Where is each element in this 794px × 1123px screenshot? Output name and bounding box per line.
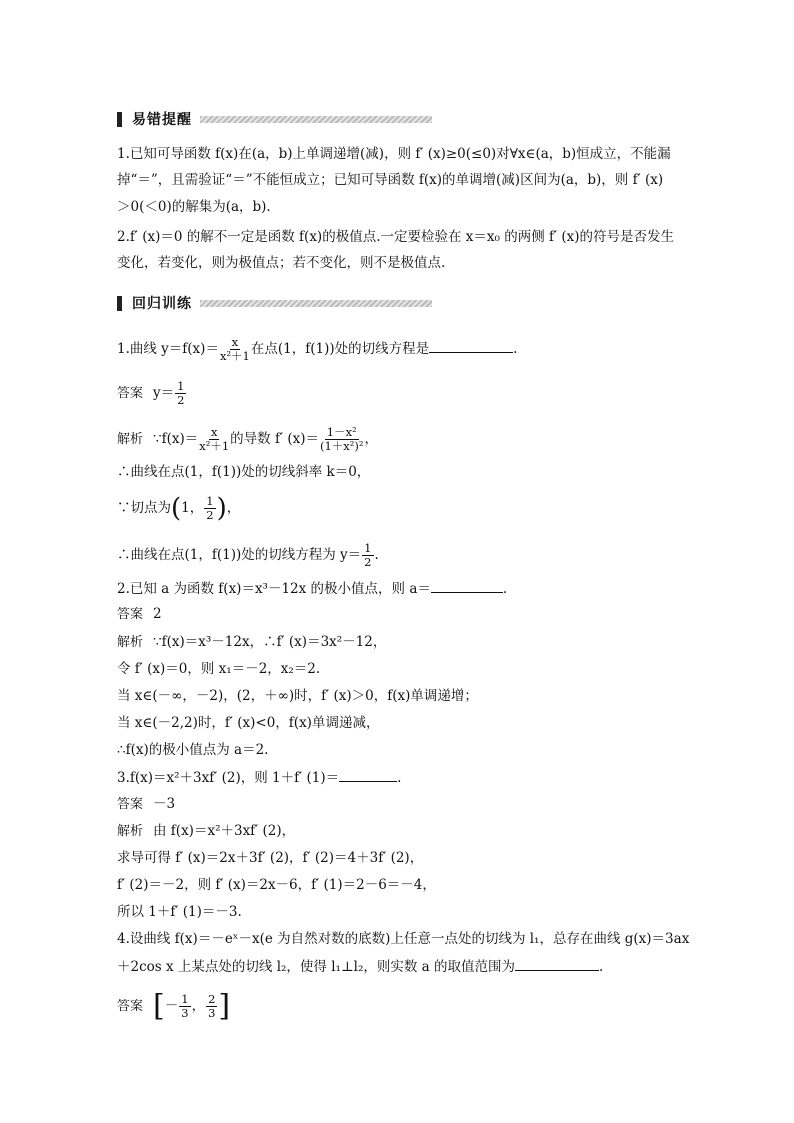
analysis-row: 解析 ∵f(x)＝x³－12x，∴f′ (x)＝3x²－12， bbox=[117, 634, 387, 650]
question-2: 2.已知 a 为函数 f(x)＝x³－12x 的极小值点，则 a＝ . bbox=[117, 578, 507, 599]
tip-line: 变化，若变化，则为极值点；若不变化，则不是极值点. bbox=[117, 255, 446, 271]
question-1: 1.曲线 y＝f(x)＝ $\frac{x}{\text{x²＋1}}$ 在点(1，f(1))处的切线方程是 . bbox=[117, 335, 518, 363]
analysis-row: 解析 ∵f(x)＝ $\frac{x}{\text{x²＋1}}$ 的导数 f′ (x)＝ $\frac{\text{1－x²}}{\text{(1＋x²)²}}$ ， bbox=[117, 425, 378, 453]
answer-blank bbox=[429, 338, 513, 353]
section-divider bbox=[200, 116, 432, 123]
question-4-cont: ＋2cos x 上某点处的切线 l₂，使得 l₁⊥l₂，则实数 a 的取值范围为 . bbox=[117, 956, 603, 977]
fraction: $\frac{x}{\text{x²＋1}}$ bbox=[219, 335, 250, 363]
analysis-step: ∵切点为(1， $\frac{1}{2}$ )， bbox=[117, 493, 241, 524]
answer-row: 答案 2 bbox=[117, 606, 162, 622]
question-3: 3.f(x)＝x²＋3xf′ (2)，则 1＋f′ (1)＝ . bbox=[117, 767, 401, 788]
section-title: 易错提醒 bbox=[132, 112, 192, 128]
section-marker bbox=[117, 112, 122, 127]
fraction: $\frac{\text{1－x²}}{\text{(1＋x²)²}}$ bbox=[319, 425, 364, 453]
section-title: 回归训练 bbox=[132, 296, 192, 312]
answer-blank bbox=[431, 578, 503, 593]
tip-line: 2.f′ (x)＝0 的解不一定是函数 f(x)的极值点.一定要检验在 x＝x₀ 的两侧 f′ (x)的符号是否发生 bbox=[117, 229, 674, 245]
fraction: $\frac{x}{\text{x²＋1}}$ bbox=[199, 425, 230, 453]
answer-row: 答案 －3 bbox=[117, 796, 176, 812]
answer-blank bbox=[339, 767, 397, 782]
section-divider bbox=[200, 300, 432, 307]
fraction: $\frac{1}{2}$ bbox=[177, 379, 185, 407]
analysis-row: 解析 由 f(x)＝x²＋3xf′ (2)， bbox=[117, 823, 296, 839]
section-header-tips bbox=[117, 109, 432, 129]
section-marker bbox=[117, 296, 122, 311]
fraction: $\frac{1}{2}$ bbox=[364, 541, 372, 569]
analysis-step: f′ (2)＝－2，则 f′ (x)＝2x－6，f′ (1)＝2－6＝－4， bbox=[117, 877, 436, 893]
fraction: $\frac{2}{3}$ bbox=[208, 992, 216, 1020]
fraction: $\frac{1}{3}$ bbox=[181, 992, 189, 1020]
answer-blank bbox=[515, 956, 599, 971]
tip-line: 掉“＝”，且需验证“＝”不能恒成立；已知可导函数 f(x)的单调增(减)区间为(a，b)，则 f′ (x) bbox=[117, 172, 664, 188]
fraction: $\frac{1}{2}$ bbox=[206, 494, 214, 522]
analysis-step: ∴曲线在点(1，f(1))处的切线斜率 k＝0， bbox=[117, 464, 371, 480]
analysis-step: 当 x∈(－∞，－2)，(2，＋∞)时，f′ (x)＞0，f(x)单调递增； bbox=[117, 688, 478, 704]
analysis-step: 当 x∈(－2,2)时，f′ (x)<0，f(x)单调递减， bbox=[117, 715, 380, 731]
tip-line: 1.已知可导函数 f(x)在(a，b)上单调递增(减)，则 f′ (x)≥0(≤0)对∀x∈(a，b)恒成立，不能漏 bbox=[117, 146, 671, 162]
question-4: 4.设曲线 f(x)＝－eˣ－x(e 为自然对数的底数)上任意一点处的切线为 l₁，总存在曲线 g(x)＝3ax bbox=[117, 931, 690, 947]
analysis-step: 令 f′ (x)＝0，则 x₁＝－2，x₂＝2. bbox=[117, 661, 321, 677]
answer-row: 答案 y＝ $\frac{1}{2}$ bbox=[117, 379, 185, 407]
answer-row: 答案 [－ $\frac{1}{3}$ ， $\frac{2}{3}$ ] bbox=[117, 988, 231, 1024]
analysis-step: ∴f(x)的极小值点为 a＝2. bbox=[117, 742, 269, 758]
section-header-practice bbox=[117, 293, 432, 313]
analysis-step: ∴曲线在点(1，f(1))处的切线方程为 y＝ $\frac{1}{2}$ . bbox=[117, 541, 379, 569]
analysis-step: 所以 1＋f′ (1)＝－3. bbox=[117, 904, 242, 920]
analysis-step: 求导可得 f′ (x)＝2x＋3f′ (2)，f′ (2)＝4＋3f′ (2)， bbox=[117, 850, 424, 866]
tip-line: ＞0(＜0)的解集为(a，b). bbox=[117, 199, 271, 215]
